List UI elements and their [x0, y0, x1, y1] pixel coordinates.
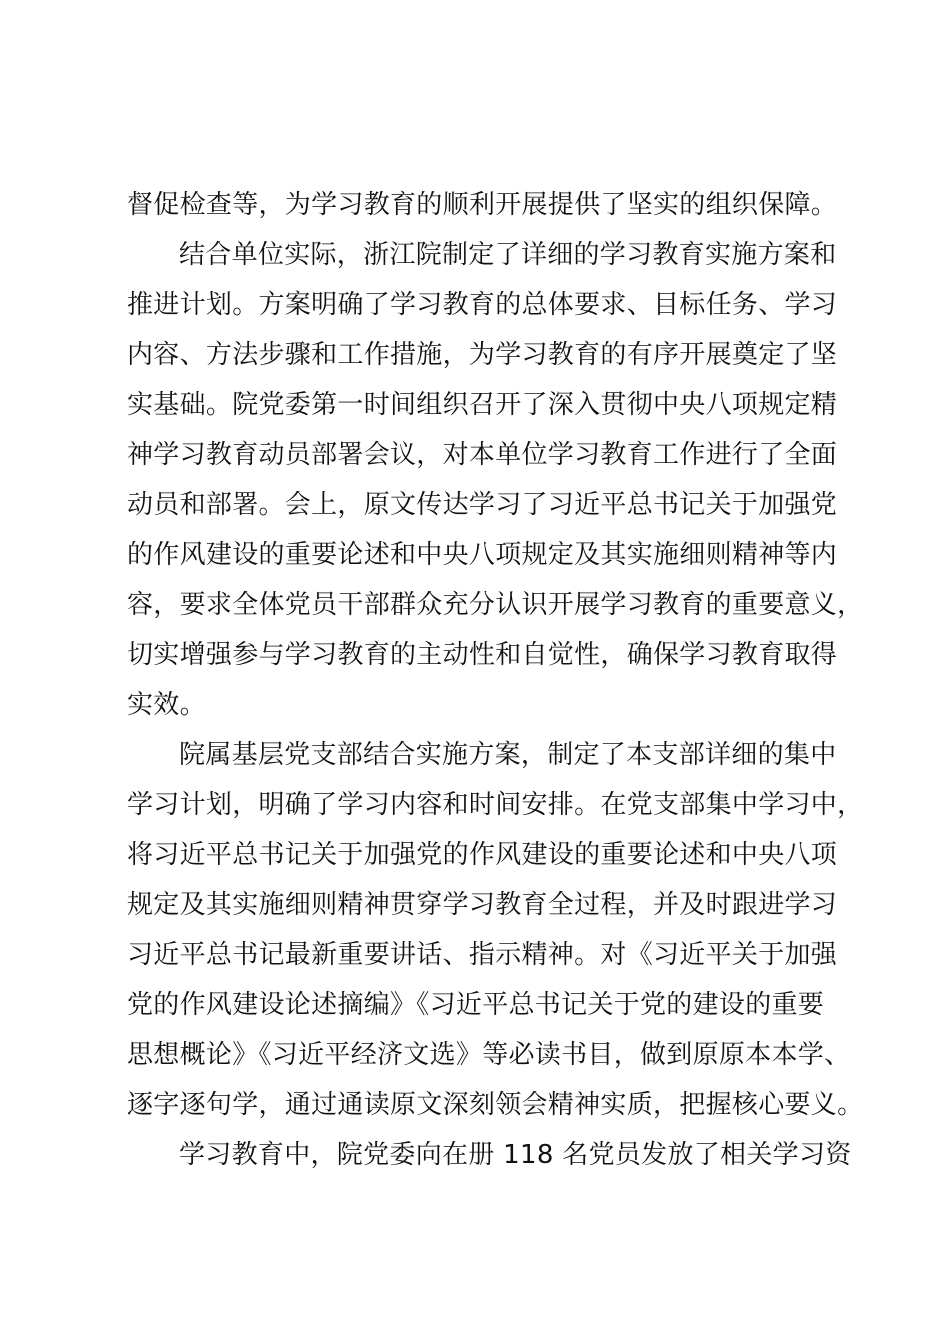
- text-line: 实效。: [127, 690, 206, 720]
- text-line: 实基础。院党委第一时间组织召开了深入贯彻中央八项规定精: [127, 390, 838, 420]
- text-line: 结合单位实际，浙江院制定了详细的学习教育实施方案和: [179, 240, 837, 270]
- text-line: 院属基层党支部结合实施方案，制定了本支部详细的集中: [179, 740, 837, 770]
- text-line: 将习近平总书记关于加强党的作风建设的重要论述和中央八项: [127, 840, 838, 870]
- text-line: 逐字逐句学，通过通读原文深刻领会精神实质，把握核心要义。: [127, 1090, 864, 1120]
- text-line: 切实增强参与学习教育的主动性和自觉性，确保学习教育取得: [127, 640, 838, 670]
- document-body: [127, 180, 864, 1180]
- text-line: 学习教育中，院党委向在册 118 名党员发放了相关学习资: [179, 1140, 852, 1170]
- text-line: 推进计划。方案明确了学习教育的总体要求、目标任务、学习: [127, 290, 838, 320]
- text-line: 的作风建设的重要论述和中央八项规定及其实施细则精神等内: [127, 540, 838, 570]
- text-line: 规定及其实施细则精神贯穿学习教育全过程，并及时跟进学习: [127, 890, 838, 920]
- text-line: 习近平总书记最新重要讲话、指示精神。对《习近平关于加强: [127, 940, 838, 970]
- text-line: 党的作风建设论述摘编》《习近平总书记关于党的建设的重要: [127, 990, 825, 1020]
- text-line: 容，要求全体党员干部群众充分认识开展学习教育的重要意义，: [127, 590, 864, 620]
- text-line: 内容、方法步骤和工作措施，为学习教育的有序开展奠定了坚: [127, 340, 838, 370]
- text-line: 学习计划，明确了学习内容和时间安排。在党支部集中学习中，: [127, 790, 864, 820]
- text-line: 思想概论》《习近平经济文选》等必读书目，做到原原本本学、: [127, 1040, 851, 1070]
- text-line: 督促检查等，为学习教育的顺利开展提供了坚实的组织保障。: [127, 190, 838, 220]
- text-line: 神学习教育动员部署会议，对本单位学习教育工作进行了全面: [127, 440, 838, 470]
- text-line: 动员和部署。会上，原文传达学习了习近平总书记关于加强党: [127, 490, 838, 520]
